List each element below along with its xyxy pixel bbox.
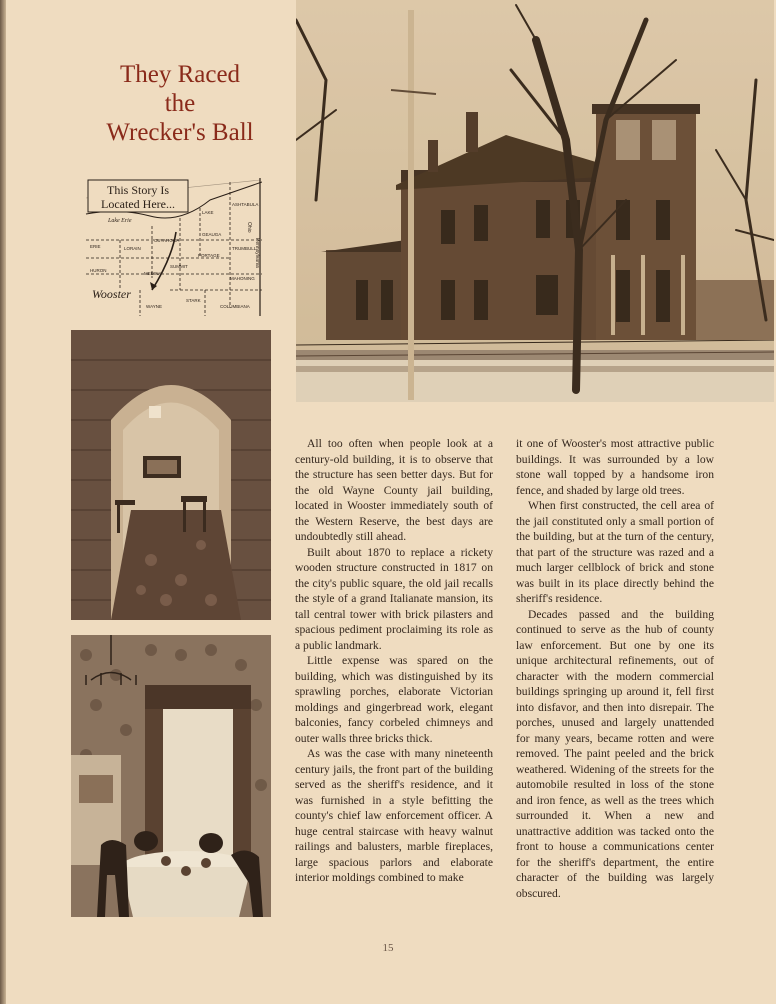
title-line-1: They Raced bbox=[119, 61, 241, 88]
paragraph: When first constructed, the cell area of the jail constituted only a small portion of the building, but at the turn of the century, that part of the structure was razed and a much larger cellblock of brick and stone was built in its place directly behind the sheriff's residence. bbox=[516, 499, 714, 605]
map-callout-line-2: Located Here... bbox=[101, 197, 175, 211]
county-erie: ERIE bbox=[90, 244, 101, 249]
page-binding-edge bbox=[0, 0, 6, 1004]
county-huron: HURON bbox=[90, 268, 107, 273]
paragraph: Built about 1870 to replace a rickety wooden structure constructed in 1817 on the city's public square, the old jail recalls the style of a grand Italianate mansion, its tall central tower with brick pilasters and spacious pediment proclaiming its role as a public landmark. bbox=[295, 545, 493, 652]
article-column-left bbox=[295, 436, 493, 886]
paragraph: All too often when people look at a century-old building, it is to observe that the structure has seen better days. But for the old Wayne County jail building, located in Wooster immediately south of the Western Reserve, the best days are undoubtedly still ahead. bbox=[295, 437, 493, 543]
map-wooster-label: Wooster bbox=[92, 287, 131, 301]
page-number: 15 bbox=[382, 942, 394, 954]
county-trumbull: TRUMBULL bbox=[232, 246, 257, 251]
paragraph: Little expense was spared on the building, which was distinguished by its sprawling porches, elaborate Victorian moldings and gingerbread work, elegant balconies, fancy corbeled chimneys and outer walls three bricks thick. bbox=[295, 654, 493, 745]
article-title bbox=[70, 60, 290, 147]
map-graphic bbox=[80, 178, 262, 316]
title-line-3: Wrecker's Ball bbox=[106, 119, 254, 146]
article-column-right bbox=[516, 436, 714, 901]
map-callout-line-1: This Story Is bbox=[106, 183, 170, 197]
ohio-locator-map bbox=[80, 178, 262, 316]
jail-building-photo bbox=[296, 0, 774, 402]
dining-room-photo bbox=[71, 635, 271, 917]
county-lorain: LORAIN bbox=[124, 246, 141, 251]
county-cuyahoga: CUYAHOGA bbox=[154, 238, 180, 243]
title-line-2: the bbox=[164, 90, 196, 117]
paragraph: Decades passed and the building continued to serve as the hub of county law enforcement. But one by one its unique architectural refinements, out of character with the modern commercial buildings springing up around it, fell first into disfavor, and then into disrepair. The porches, unused and largely unattended for many years, became rotten and were removed. The paint peeled and the brick weathered. Widening of the streets for the automobile resulted in loss of the stone and iron fence, as well as the trees which surrounded it. When a new and unattractive addition was tacked onto the front to house a communications center for the sheriff's department, the entire character of the building was largely obscured. bbox=[516, 607, 714, 900]
map-state-label-ohio: Ohio bbox=[246, 222, 252, 233]
map-lake-label: Lake Erie bbox=[108, 218, 132, 224]
county-stark: STARK bbox=[186, 298, 201, 303]
paragraph: it one of Wooster's most attractive public buildings. It was surrounded by a low stone wall topped by a handsome iron fence, and shaded by large old trees. bbox=[516, 437, 714, 497]
county-mahoning: MAHONING bbox=[230, 276, 255, 281]
county-summit: SUMMIT bbox=[170, 264, 188, 269]
county-wayne: WAYNE bbox=[146, 304, 163, 309]
county-columbiana: COLUMBIANA bbox=[220, 304, 250, 309]
paragraph: As was the case with many nineteenth century jails, the front part of the building served as the sheriff's residence, and it was furnished in a style befitting the county's chief law enforcement officer. A huge central staircase with heavy walnut railings and balusters, marble fireplaces, large spacious parlors and elaborate interior moldings combined to make bbox=[295, 747, 493, 884]
county-geauga: GEAUGA bbox=[202, 232, 222, 237]
county-medina: MEDINA bbox=[144, 271, 162, 276]
county-ashtabula: ASHTABULA bbox=[232, 202, 259, 207]
county-lake: LAKE bbox=[202, 210, 214, 215]
brick-arch-interior-photo bbox=[71, 330, 271, 620]
map-state-label: Pennsylvania bbox=[254, 238, 260, 268]
county-portage: PORTAGE bbox=[198, 253, 220, 258]
